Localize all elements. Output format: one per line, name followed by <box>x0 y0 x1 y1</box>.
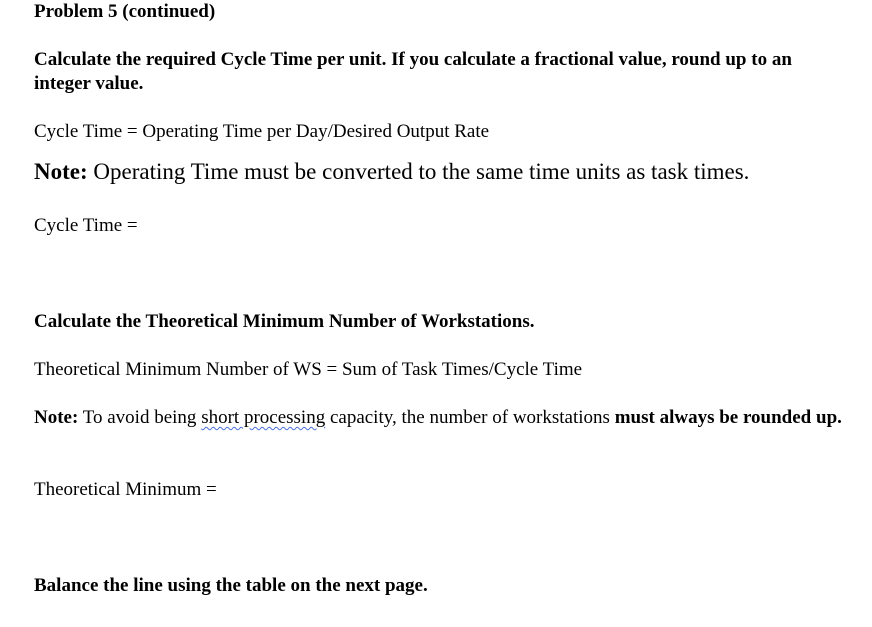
spellcheck-flagged-phrase[interactable]: short processing <box>201 407 326 428</box>
cycle-time-note-label: Note: <box>34 159 88 184</box>
cycle-time-formula: Cycle Time = Operating Time per Day/Desired Output Rate <box>34 121 490 142</box>
workstations-formula: Theoretical Minimum Number of WS = Sum of Task Times/Cycle Time <box>34 359 583 380</box>
cycle-time-answer-prompt: Cycle Time = <box>34 215 138 236</box>
cycle-time-instruction: Calculate the required Cycle Time per unit. If you calculate a fractional value, round up to an integer value. <box>34 49 792 94</box>
cycle-time-note-text: Operating Time must be converted to the same time units as task times. <box>87 159 750 184</box>
closing-instruction: Balance the line using the table on the next page. <box>34 575 428 596</box>
workstations-answer-prompt: Theoretical Minimum = <box>34 479 217 500</box>
workstations-note-emphasis: must always be rounded up. <box>614 407 842 428</box>
page-heading: Problem 5 (continued) <box>34 1 216 22</box>
cycle-time-note <box>34 158 749 186</box>
workstations-note <box>34 406 849 430</box>
workstations-note-label: Note: <box>34 407 79 428</box>
workstations-note-text-after: capacity, the number of workstations <box>325 407 615 428</box>
workstations-instruction: Calculate the Theoretical Minimum Number of Workstations. <box>34 311 535 332</box>
workstations-note-text-before: To avoid being <box>78 407 202 428</box>
